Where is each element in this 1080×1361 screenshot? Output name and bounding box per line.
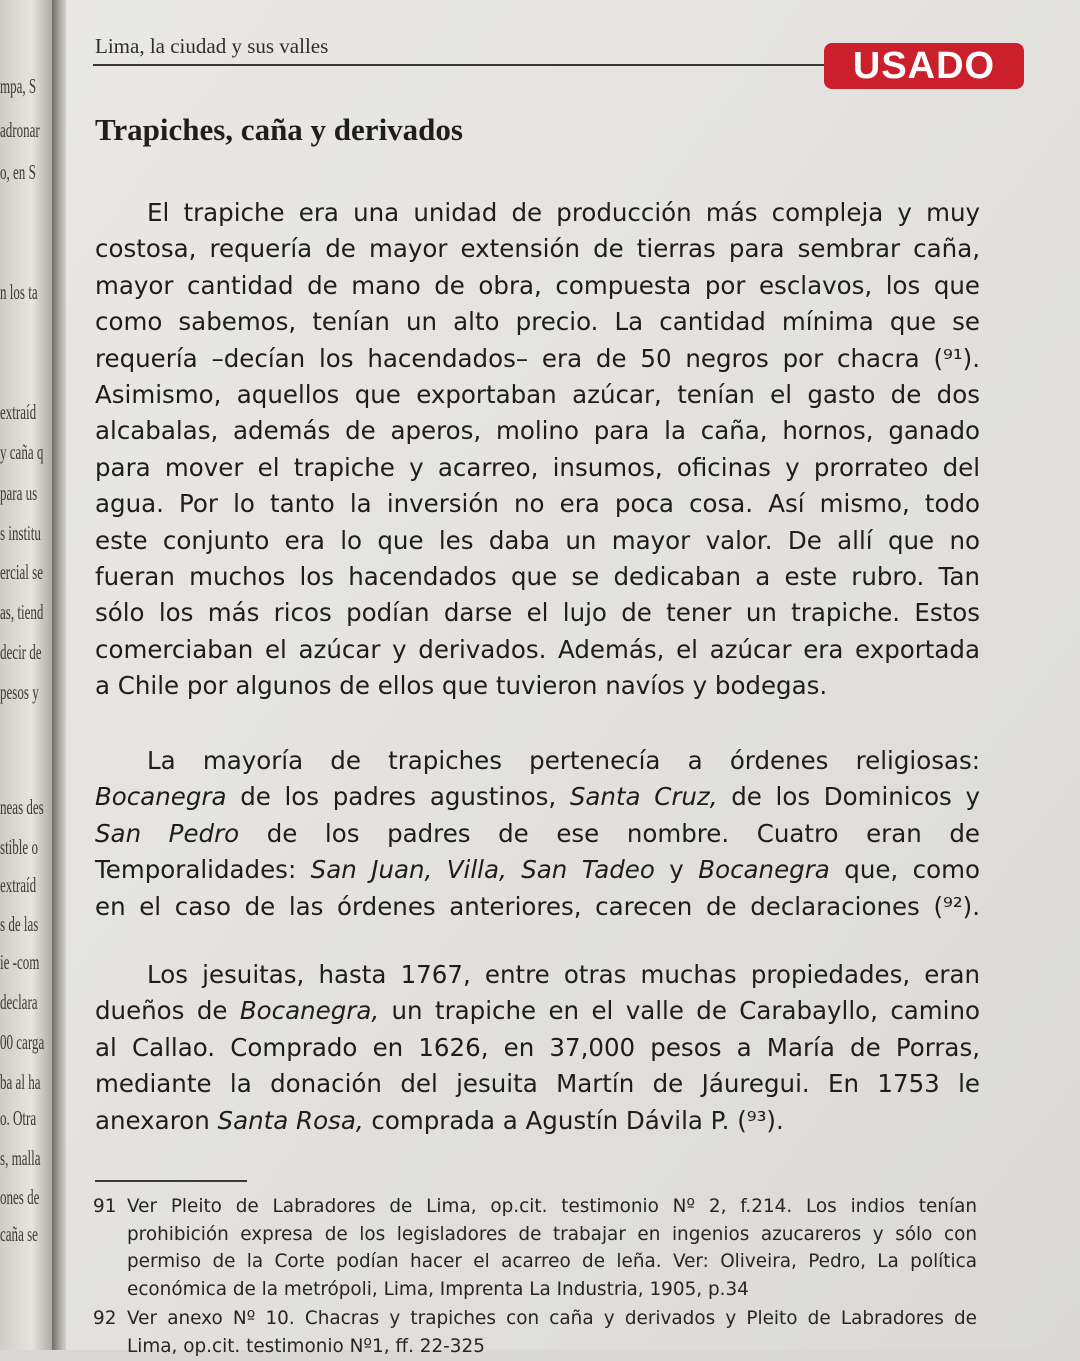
text-line: alcabalas, además de aperos, molino para la caña, hornos, ganado (95, 416, 980, 446)
facing-page-fragment: o. Otra (0, 1106, 37, 1130)
footnote-91 (93, 1193, 977, 1303)
text-line (95, 779, 980, 815)
text-line: Los jesuitas, hasta 1767, entre otras muchas propiedades, eran (147, 960, 980, 989)
text-line: fueran muchos los hacendados que se dedicaban a este rubro. Tan (95, 562, 980, 592)
text-line: para mover el trapiche y acarreo, insumos, oficinas y prorrateo del (95, 452, 980, 482)
facing-page-fragment: y caña q (0, 440, 44, 464)
italic-place-name: Bocanegra (698, 855, 830, 885)
text-line: mediante la donación del jesuita Martín de Jáuregui. En 1753 le (95, 1069, 980, 1099)
text-line: comerciaban el azúcar y derivados. Además, el azúcar era exportada (95, 634, 980, 664)
text-line: como sabemos, tenían un alto precio. La cantidad mínima que se (95, 307, 980, 337)
text-line: costosa, requería de mayor extensión de tierras para sembrar caña, (95, 234, 980, 264)
footnote-number: 92 (93, 1308, 117, 1330)
text-line: a Chile por algunos de ellos que tuvieron navíos y bodegas. (95, 671, 828, 701)
italic-place-name: Santa Cruz, (569, 782, 718, 812)
text-run: de los Dominicos y (717, 782, 980, 812)
facing-page-fragment: s institu (0, 521, 41, 545)
italic-place-name: Bocanegra (95, 782, 227, 812)
text-run: de los padres de ese nombre. Cuatro eran de (239, 818, 980, 848)
facing-page-fragment: n los ta (0, 280, 38, 304)
paragraph-3 (95, 957, 980, 1139)
text-line: en el caso de las órdenes anteriores, carecen de declaraciones (⁹²). (95, 891, 980, 921)
text-line (95, 993, 980, 1029)
facing-page-fragment: o, en S (0, 160, 36, 184)
facing-page-fragment: neas des (0, 795, 44, 819)
text-line: requería –decían los hacendados– era de 50 negros por chacra (⁹¹). (95, 343, 980, 373)
italic-place-name: San Pedro (95, 818, 240, 848)
header-rule (93, 64, 833, 66)
facing-page-fragment: declara (0, 990, 38, 1014)
used-badge: USADO (824, 43, 1024, 89)
text-line: La mayoría de trapiches pertenecía a órdenes religiosas: (147, 746, 980, 775)
text-line: al Callao. Comprado en 1626, en 37,000 pesos a María de Porras, (95, 1032, 980, 1062)
facing-page-fragment: caña se (0, 1222, 38, 1246)
paragraph-1 (95, 195, 980, 705)
footnote-92 (93, 1305, 977, 1360)
text-line: agua. Por lo tanto la inversión no era poca cosa. Así mismo, todo (95, 489, 980, 519)
facing-page-fragment: s, malla (0, 1146, 41, 1170)
footnote-line: Ver Pleito de Labradores de Lima, op.cit. testimonio Nº 2, f.214. Los indios tenían (127, 1196, 977, 1217)
text-run: Temporalidades: (95, 855, 311, 885)
italic-place-name: Santa Rosa, (217, 1105, 364, 1135)
footnote-line: permiso de la Corte podían hacer el acarreo de leña. Ver: Oliveira, Pedro, La política (127, 1251, 977, 1273)
facing-page-fragment: 00 carga (0, 1030, 45, 1054)
facing-page-fragment: ba al ha (0, 1070, 41, 1094)
footnote-line: Lima, op.cit. testimonio Nº1, ff. 22-325 (127, 1335, 485, 1357)
text-run: dueños de (95, 996, 240, 1026)
facing-page-fragment: ones de (0, 1185, 40, 1209)
facing-page-fragment: decir de (0, 640, 42, 664)
text-run: comprada a Agustín Dávila P. (⁹³). (363, 1105, 784, 1135)
section-title: Trapiches, caña y derivados (95, 112, 463, 147)
facing-page-fragment: extraíd (0, 873, 37, 897)
running-head: Lima, la ciudad y sus valles (95, 34, 329, 58)
italic-place-name: San Juan, Villa, San Tadeo (310, 855, 655, 885)
text-line (95, 852, 980, 888)
facing-page-fragment: ie -com (0, 950, 40, 974)
text-line: este conjunto era lo que les daba un mayor valor. De allí que no (95, 525, 980, 555)
footnotes (93, 1193, 977, 1361)
text-line: Asimismo, aquellos que exportaban azúcar, tenían el gasto de dos (95, 380, 980, 410)
facing-page-fragment: ercial se (0, 560, 44, 584)
text-run: anexaron (95, 1105, 218, 1135)
text-run: y (654, 855, 699, 885)
footnote-line: Ver anexo Nº 10. Chacras y trapiches con caña y derivados y Pleito de Labradores de (127, 1308, 977, 1330)
facing-page-fragment: para us (0, 481, 38, 505)
facing-page-fragment: extraíd (0, 400, 37, 424)
text-line: sólo los más ricos podían darse el lujo de tener un trapiche. Estos (95, 598, 980, 628)
text-line: El trapiche era una unidad de producción más compleja y muy (147, 198, 980, 227)
facing-page-fragment: pesos y (0, 680, 39, 704)
facing-page-fragment: mpa, S (0, 74, 37, 98)
text-line: mayor cantidad de mano de obra, compuesta por esclavos, los que (95, 270, 980, 300)
facing-page-fragment: s de las (0, 912, 39, 936)
text-line (95, 1103, 980, 1139)
text-run: un trapiche en el valle de Carabayllo, camino (379, 996, 981, 1026)
text-line (95, 816, 980, 852)
footnote-rule (95, 1180, 247, 1182)
paragraph-2 (95, 743, 980, 925)
facing-page-fragment: stible o (0, 835, 38, 859)
text-run: de los padres agustinos, (226, 782, 570, 812)
facing-page-edge (0, 0, 58, 1350)
footnote-number: 91 (93, 1196, 117, 1217)
facing-page-fragment: as, tiend (0, 600, 44, 624)
facing-page-fragment: adronar (0, 118, 40, 142)
footnote-line: prohibición expresa de los legisladores de trabajar en ingenios azucareros y sólo con (127, 1223, 977, 1245)
italic-place-name: Bocanegra, (239, 996, 380, 1026)
footnote-line: económica de la metrópoli, Lima, Imprenta La Industria, 1905, p.34 (127, 1278, 749, 1300)
text-run: que, como (829, 855, 980, 885)
